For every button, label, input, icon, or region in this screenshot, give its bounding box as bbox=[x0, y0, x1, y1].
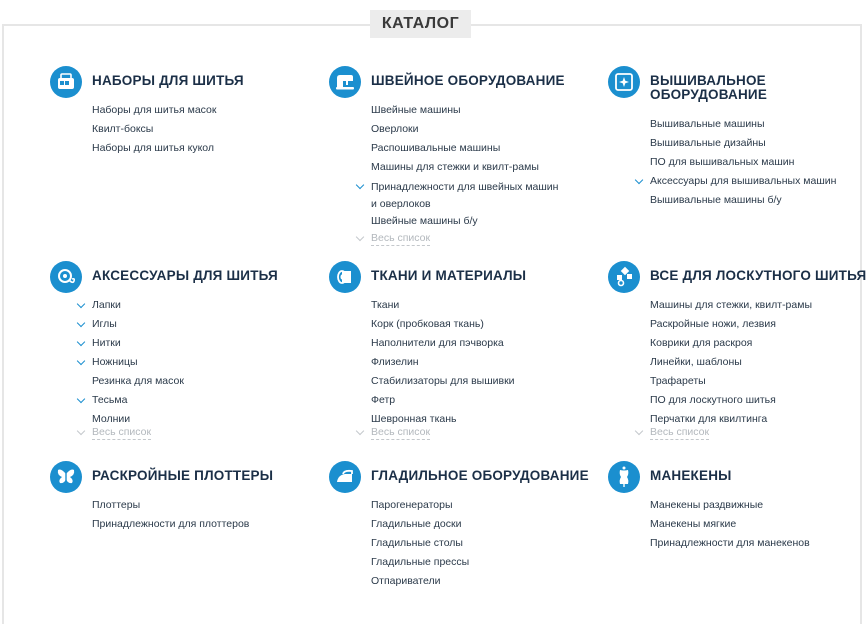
thread-spool-icon[interactable] bbox=[50, 261, 82, 293]
category-link[interactable]: Вышивальные машины б/у bbox=[650, 194, 782, 206]
category-link[interactable]: Резинка для масок bbox=[92, 375, 184, 387]
category-link[interactable]: Вышивальные дизайны bbox=[650, 137, 766, 149]
category-title[interactable]: АКСЕССУАРЫ ДЛЯ ШИТЬЯ bbox=[92, 268, 278, 283]
category-link[interactable]: Ткани bbox=[371, 299, 400, 311]
category-link-expandable[interactable]: Аксессуары для вышивальных машин bbox=[650, 174, 836, 189]
category-link[interactable]: ПО для вышивальных машин bbox=[650, 156, 795, 168]
category-title[interactable]: ВЫШИВАЛЬНОЕ ОБОРУДОВАНИЕ bbox=[650, 73, 768, 102]
fabric-roll-icon[interactable] bbox=[329, 261, 361, 293]
patchwork-icon[interactable] bbox=[608, 261, 640, 293]
category-link[interactable]: Наборы для шитья кукол bbox=[92, 142, 215, 154]
category-link-expandable[interactable]: Тесьма bbox=[92, 393, 184, 408]
category-link[interactable]: Вышивальные машины bbox=[650, 118, 765, 130]
category-link[interactable]: Принадлежности для плоттеров bbox=[92, 518, 250, 530]
category-link[interactable]: Машины для стежки, квилт-рамы bbox=[650, 299, 813, 311]
category-link[interactable]: Наполнители для пэчворка bbox=[371, 337, 504, 349]
iron-icon[interactable] bbox=[329, 461, 361, 493]
show-all-link[interactable]: Весь список bbox=[371, 231, 567, 246]
sewing-machine-icon[interactable] bbox=[329, 66, 361, 98]
category-link[interactable]: Раскройные ножи, лезвия bbox=[650, 318, 776, 330]
category-link[interactable]: Флизелин bbox=[371, 356, 419, 368]
category-link[interactable]: Линейки, шаблоны bbox=[650, 356, 742, 368]
category-link[interactable]: Манекены мягкие bbox=[650, 518, 737, 530]
category-link[interactable]: Перчатки для квилтинга bbox=[650, 413, 768, 425]
category-title[interactable]: РАСКРОЙНЫЕ ПЛОТТЕРЫ bbox=[92, 468, 274, 483]
category-title[interactable]: НАБОРЫ ДЛЯ ШИТЬЯ bbox=[92, 73, 244, 88]
category-link[interactable]: Парогенераторы bbox=[371, 499, 453, 511]
category-title[interactable]: ТКАНИ И МАТЕРИАЛЫ bbox=[371, 268, 527, 283]
show-all-link[interactable]: Весь список bbox=[92, 425, 184, 440]
category-link[interactable]: Швейные машины bbox=[371, 104, 461, 116]
category-link[interactable]: Швейные машины б/у bbox=[371, 215, 478, 227]
category-link-expandable[interactable]: Нитки bbox=[92, 336, 184, 351]
category-link[interactable]: Гладильные столы bbox=[371, 537, 463, 549]
category-link[interactable]: Принадлежности для манекенов bbox=[650, 537, 810, 549]
show-all-link[interactable]: Весь список bbox=[650, 425, 812, 440]
category-link[interactable]: ПО для лоскутного шитья bbox=[650, 394, 776, 406]
category-link[interactable]: Гладильные прессы bbox=[371, 556, 470, 568]
embroidery-hoop-icon[interactable] bbox=[608, 66, 640, 98]
category-link[interactable]: Машины для стежки и квилт-рамы bbox=[371, 161, 539, 173]
category-title[interactable]: ШВЕЙНОЕ ОБОРУДОВАНИЕ bbox=[371, 73, 565, 88]
category-link[interactable]: Гладильные доски bbox=[371, 518, 462, 530]
sewing-kit-icon[interactable] bbox=[50, 66, 82, 98]
category-title[interactable]: ГЛАДИЛЬНОЕ ОБОРУДОВАНИЕ bbox=[371, 468, 589, 483]
category-link[interactable]: Стабилизаторы для вышивки bbox=[371, 375, 515, 387]
category-link[interactable]: Распошивальные машины bbox=[371, 142, 501, 154]
category-link-expandable[interactable]: Иглы bbox=[92, 317, 184, 332]
category-link[interactable]: Плоттеры bbox=[92, 499, 141, 511]
category-link[interactable]: Квилт-боксы bbox=[92, 123, 154, 135]
category-link-expandable[interactable]: Ножницы bbox=[92, 355, 184, 370]
mannequin-icon[interactable] bbox=[608, 461, 640, 493]
category-link[interactable]: Наборы для шитья масок bbox=[92, 104, 217, 116]
category-link[interactable]: Оверлоки bbox=[371, 123, 419, 135]
category-link-expandable[interactable]: Лапки bbox=[92, 298, 184, 313]
category-link-expandable[interactable]: Принадлежности для швейных машин и оверлоков bbox=[371, 179, 567, 213]
category-link[interactable]: Коврики для раскроя bbox=[650, 337, 753, 349]
show-all-link[interactable]: Весь список bbox=[371, 425, 515, 440]
category-link[interactable]: Фетр bbox=[371, 394, 396, 406]
butterfly-icon[interactable] bbox=[50, 461, 82, 493]
catalog-title: КАТАЛОГ bbox=[370, 10, 471, 38]
category-link[interactable]: Трафареты bbox=[650, 375, 706, 387]
category-title[interactable]: ВСЕ ДЛЯ ЛОСКУТНОГО ШИТЬЯ bbox=[650, 268, 866, 283]
category-title[interactable]: МАНЕКЕНЫ bbox=[650, 468, 732, 483]
category-link[interactable]: Шевронная ткань bbox=[371, 413, 457, 425]
category-link[interactable]: Молнии bbox=[92, 413, 131, 425]
category-link[interactable]: Отпариватели bbox=[371, 575, 441, 587]
category-link[interactable]: Корк (пробковая ткань) bbox=[371, 318, 484, 330]
category-link[interactable]: Манекены раздвижные bbox=[650, 499, 764, 511]
